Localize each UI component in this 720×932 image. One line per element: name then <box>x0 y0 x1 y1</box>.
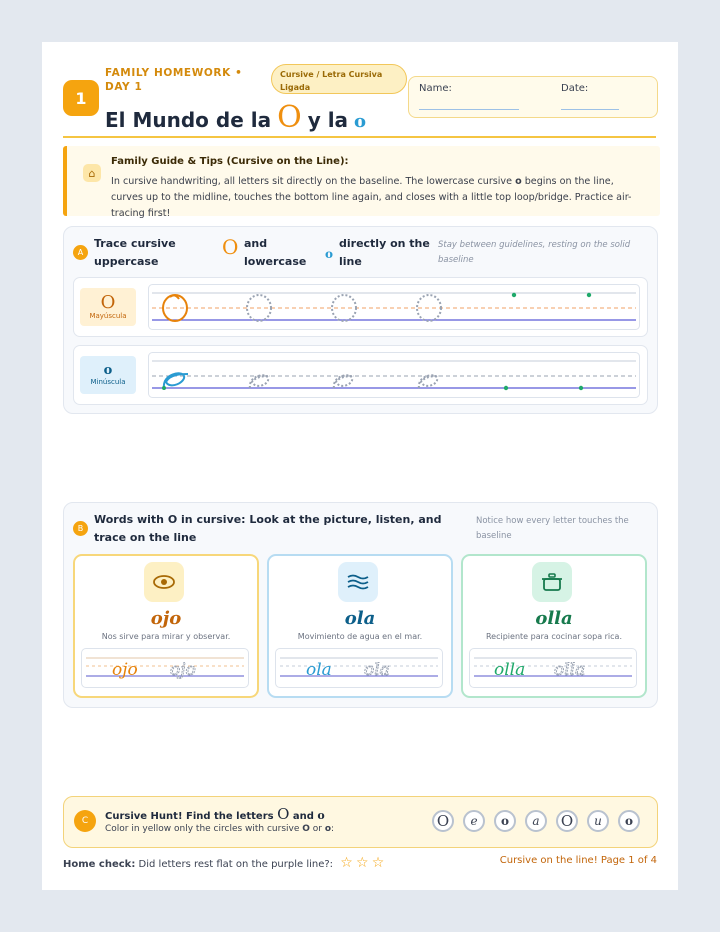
lowercase-glyph: o <box>103 363 113 378</box>
day-badge: 1 <box>63 80 99 116</box>
page-title <box>105 100 366 135</box>
section-b-note: Notice how every letter touches the baseline <box>476 516 629 541</box>
letter-circle[interactable]: o <box>494 810 516 832</box>
svg-text:ola: ola <box>306 660 332 680</box>
letter-circle[interactable]: O <box>556 810 578 832</box>
svg-text:ojo: ojo <box>170 660 196 680</box>
name-field[interactable] <box>419 109 519 110</box>
word-ola-description: Movimiento de agua en el mar. <box>297 632 423 641</box>
uppercase-glyph: O <box>100 292 116 313</box>
uppercase-caption: Mayúscula <box>89 312 127 320</box>
letter-circle[interactable]: u <box>587 810 609 832</box>
section-a-lower-o: o <box>325 247 334 261</box>
lowercase-writing-lines[interactable] <box>148 352 640 398</box>
section-a-note: Stay between guidelines, resting on the solid baseline <box>438 240 631 265</box>
lowercase-label <box>80 356 136 394</box>
svg-text:olla: olla <box>494 660 526 680</box>
house-icon: ⌂ <box>83 164 101 182</box>
section-c-instruction: Color in yellow only the circles with cursive O or o: <box>105 824 335 834</box>
section-c-upper-o: O <box>277 805 290 823</box>
svg-text:ojo: ojo <box>112 660 138 680</box>
word-olla-description: Recipiente para cocinar sopa rica. <box>485 632 622 641</box>
guide-text: In cursive handwriting, all letters sit directly on the baseline. The lowercase cursive o begins on the line, curves up to the midline, touches the bottom line again, and closes with a little top loop/bridge. Practice air-tracing first! <box>111 176 632 219</box>
section-a <box>63 226 658 414</box>
word-card-ojo <box>73 554 259 698</box>
letter-circle[interactable]: o <box>618 810 640 832</box>
svg-text:ola: ola <box>364 660 390 680</box>
word-ojo-trace-box[interactable] <box>81 648 249 688</box>
word-olla: olla <box>535 608 573 629</box>
section-a-heading-1: Trace cursive uppercase <box>94 237 176 268</box>
word-ola: ola <box>344 608 376 629</box>
name-date-box <box>408 76 658 118</box>
waves-icon <box>338 562 378 602</box>
pot-icon <box>532 562 572 602</box>
header-divider <box>63 136 656 138</box>
section-a-heading-3: directly on the line <box>339 237 430 268</box>
letter-circle[interactable]: e <box>463 810 485 832</box>
title-uppercase-o: O <box>277 100 302 135</box>
date-label: Date: <box>561 83 589 94</box>
section-b-badge: B <box>73 521 88 536</box>
lowercase-trace-row <box>73 345 648 405</box>
word-ojo: ojo <box>150 608 182 629</box>
section-a-upper-o: O <box>222 235 239 259</box>
section-c-badge: C <box>74 810 96 832</box>
page-indicator: Cursive on the line! Page 1 of 4 <box>499 855 657 866</box>
title-lowercase-o: o <box>354 111 367 132</box>
word-olla-trace-box[interactable] <box>469 648 637 688</box>
star-icon[interactable]: ☆ <box>371 855 385 871</box>
cursive-tag: Cursive / Letra Cursiva Ligada <box>271 64 407 94</box>
word-card-olla <box>461 554 647 698</box>
guide-heading: Family Guide & Tips (Cursive on the Line): <box>111 156 349 167</box>
word-card-ola <box>267 554 453 698</box>
section-b-heading: Words with O in cursive: Look at the picture, listen, and trace on the line <box>94 513 442 544</box>
word-ola-trace-box[interactable] <box>275 648 443 688</box>
letter-circle[interactable]: O <box>432 810 454 832</box>
lowercase-caption: Minúscula <box>90 378 126 386</box>
star-icon[interactable]: ☆ <box>340 855 353 871</box>
section-a-heading-2: and lowercase <box>244 237 307 268</box>
uppercase-writing-lines[interactable] <box>148 284 640 330</box>
svg-text:olla: olla <box>554 660 586 680</box>
section-b <box>63 502 658 708</box>
title-text-mid: y la <box>307 108 349 132</box>
word-ojo-description: Nos sirve para mirar y observar. <box>101 632 231 641</box>
eye-icon <box>144 562 184 602</box>
family-guide-box <box>63 146 660 219</box>
name-label: Name: <box>419 83 452 94</box>
home-check-question: Did letters rest flat on the purple line?: <box>138 859 334 870</box>
letter-circle[interactable]: a <box>525 810 547 832</box>
uppercase-label <box>80 288 136 326</box>
worksheet-page <box>42 42 678 890</box>
section-c-cursive-hunt <box>63 796 658 848</box>
section-c-lower-o: o <box>317 809 325 822</box>
uppercase-trace-row <box>73 277 648 337</box>
home-check-label: Home check: <box>63 859 136 870</box>
section-a-badge: A <box>73 245 88 260</box>
letter-circles <box>432 810 640 832</box>
section-c-heading: Cursive Hunt! Find the letters O and o <box>105 805 325 823</box>
home-check <box>63 855 384 871</box>
star-icon[interactable]: ☆ <box>355 855 369 871</box>
date-field[interactable] <box>561 109 619 110</box>
title-text-start: El Mundo de la <box>105 108 272 132</box>
eyebrow-label: FAMILY HOMEWORK • DAY 1 <box>105 67 243 93</box>
